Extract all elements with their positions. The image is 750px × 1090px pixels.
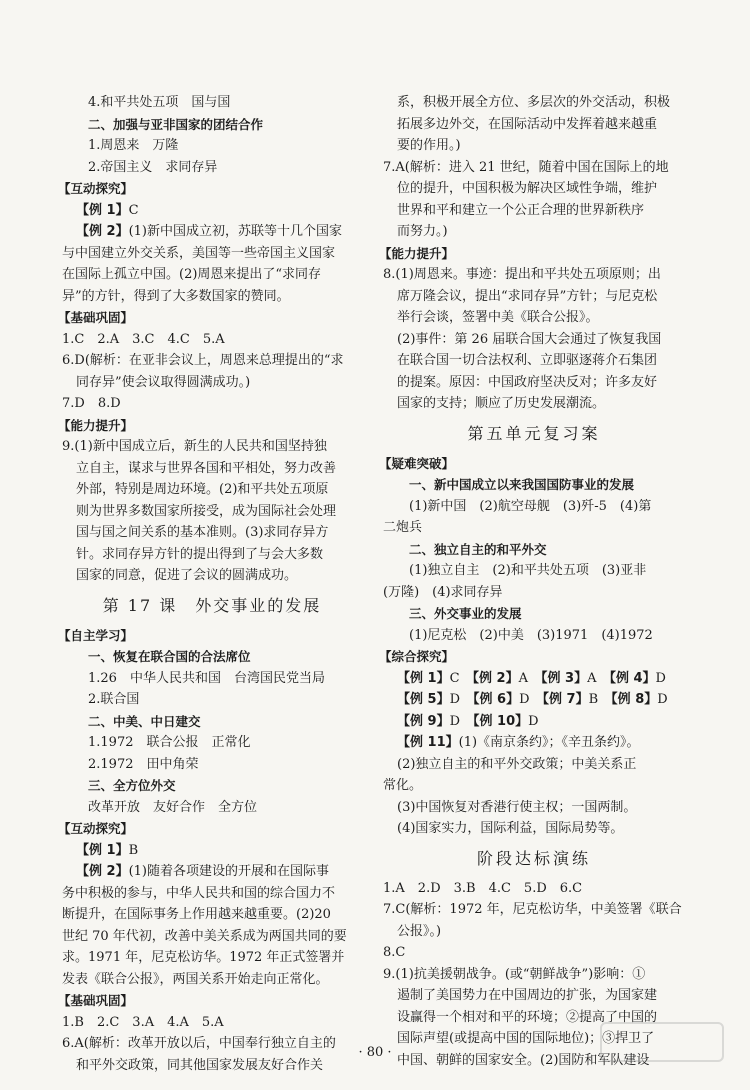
- text-line: 遏制了美国势力在中国周边的扩张，为国家建: [397, 988, 658, 1003]
- text-line: 设赢得一个相对和平的环境；②提高了中国的: [397, 1009, 658, 1025]
- text-line: 与中国建立外交关系，美国等一些帝国主义国家: [62, 245, 336, 261]
- text-line: 1.B 2.C 3.A 4.A 5.A: [62, 1014, 224, 1030]
- section-label: 【疑难突破】: [379, 455, 455, 471]
- text-line: 8.C: [383, 945, 406, 960]
- text-line: 公报》。): [397, 923, 442, 939]
- text-line: 【例 9】D 【例 10】D: [397, 713, 539, 729]
- text-line: 和平外交政策，同其他国家发展友好合作关: [76, 1057, 324, 1073]
- text-line: 【例 2】(1)新中国成立初，苏联等十几个国家: [76, 224, 342, 239]
- text-line: 6.D(解析：在亚非会议上，周恩来总理提出的“求: [62, 353, 344, 368]
- text-line: 2.帝国主义 求同存异: [88, 159, 218, 175]
- text-line: 改革开放 友好合作 全方位: [88, 799, 258, 815]
- text-line: 6.A(解析：改革开放以后，中国奉行独立自主的: [62, 1036, 336, 1051]
- text-line: 1.A 2.D 3.B 4.C 5.D 6.C: [383, 880, 583, 896]
- text-line: 2.联合国: [88, 692, 140, 707]
- subsection-title: 二、加强与亚非国家的团结合作: [88, 116, 264, 132]
- page-number: · 80 ·: [358, 1045, 392, 1060]
- text-line: 9.(1)新中国成立后，新生的人民共和国坚持独: [62, 439, 327, 454]
- text-line: 【例 1】C 【例 2】A 【例 3】A 【例 4】D: [397, 670, 666, 686]
- text-line: 1.1972 联合公报 正常化: [88, 735, 251, 750]
- section-label: 【互动探究】: [58, 821, 134, 836]
- text-line: 断提升，在国际事务上作用越来越重要。(2)20: [62, 907, 331, 922]
- text-line: 拓展多边外交，在国际活动中发挥着越来越重: [397, 116, 658, 132]
- text-line: 2.1972 田中角荣: [88, 756, 199, 772]
- text-line: 国与国之间关系的基本准则。(3)求同存异方: [76, 525, 329, 540]
- text-line: 1.周恩来 万隆: [88, 138, 179, 153]
- section-heading: 第五单元复习案: [467, 423, 601, 443]
- text-line: 8.(1)周恩来。事迹：提出和平共处五项原则；出: [383, 267, 661, 282]
- text-line: 常化。: [383, 778, 423, 793]
- text-line: 求。1971 年，尼克松访华。1972 年正式签署并: [62, 950, 345, 965]
- subsection-title: 三、外交事业的发展: [409, 606, 522, 621]
- text-line: 务中积极的参与，中华人民共和国的综合国力不: [62, 885, 336, 901]
- text-line: (2)事件：第 26 届联合国大会通过了恢复我国: [397, 331, 662, 347]
- text-line: 同存异”使会议取得圆满成功。): [76, 374, 251, 390]
- text-line: 席万隆会议，提出“求同存异”方针；与尼克松: [397, 288, 658, 304]
- text-line: 【例 2】(1)随着各项建设的开展和在国际事: [76, 864, 329, 879]
- text-line: (1)尼克松 (2)中美 (3)1971 (4)1972: [409, 627, 653, 643]
- text-line: 位的提升，中国积极为解决区域性争端，维护: [397, 181, 658, 196]
- text-line: 要的作用。): [397, 138, 461, 153]
- section-label: 【能力提升】: [58, 417, 134, 433]
- text-line: 1.26 中华人民共和国 台湾国民党当局: [88, 670, 325, 686]
- right-column: [379, 92, 685, 1071]
- text-line: (万隆) (4)求同存异: [383, 584, 503, 600]
- text-line: 异”的方针，得到了大多数国家的赞同。: [62, 288, 290, 304]
- text-line: (1)独立自主 (2)和平共处五项 (3)亚非: [409, 563, 647, 578]
- text-line: (2)独立自主的和平外交政策；中美关系正: [397, 756, 637, 772]
- text-line: 的提案。原因：中国政府坚决反对；许多友好: [397, 374, 658, 390]
- text-line: 7.C(解析：1972 年，尼克松访华，中美签署《联合: [383, 902, 682, 917]
- section-label: 【互动探究】: [58, 181, 134, 196]
- text-line: 发表《联合公报》，两国关系开始走向正常化。: [62, 971, 329, 987]
- text-line: 世纪 70 年代初，改善中美关系成为两国共同的要: [62, 928, 347, 944]
- subsection-title: 一、新中国成立以来我国国防事业的发展: [409, 477, 635, 492]
- text-line: (3)中国恢复对香港行使主权；一国两制。: [397, 799, 637, 815]
- text-line: 举行会谈，签署中美《联合公报》。: [397, 310, 599, 325]
- text-line: 国家的支持；顺应了历史发展潮流。: [397, 396, 606, 411]
- text-line: 在联合国一切合法权利、立即驱逐蒋介石集团: [397, 353, 658, 368]
- text-line: 国家的同意，促进了会议的圆满成功。: [76, 568, 298, 583]
- section-label: 【综合探究】: [379, 649, 455, 664]
- text-line: 4.和平共处五项 国与国: [88, 95, 231, 110]
- text-line: 而努力。): [397, 224, 448, 239]
- subsection-title: 二、中美、中日建交: [88, 713, 201, 729]
- section-label: 【能力提升】: [379, 245, 455, 261]
- section-label: 【基础巩固】: [58, 310, 134, 325]
- section-label: 【基础巩固】: [58, 993, 134, 1008]
- text-line: 1.C 2.A 3.C 4.C 5.A: [62, 331, 225, 347]
- text-line: 二炮兵: [383, 520, 423, 535]
- section-label: 【自主学习】: [58, 627, 134, 643]
- text-line: 7.D 8.D: [62, 396, 121, 411]
- text-line: 国际声望(或提高中国的国际地位)；③捍卫了: [397, 1031, 655, 1046]
- text-line: 7.A(解析：进入 21 世纪，随着中国在国际上的地: [383, 159, 669, 175]
- text-line: 【例 11】(1)《南京条约》；《辛丑条约》。: [397, 735, 640, 750]
- text-line: 【例 1】C: [76, 202, 139, 218]
- text-line: 系，积极开展全方位、多层次的外交活动，积极: [397, 95, 671, 110]
- left-column: [58, 92, 362, 1076]
- text-line: 【例 1】B: [76, 842, 139, 858]
- text-line: 外部，特别是周边环境。(2)和平共处五项原: [76, 482, 329, 497]
- section-heading: 第 17 课 外交事业的发展: [102, 595, 322, 615]
- text-line: 立自主，谋求与世界各国和平相处，努力改善: [76, 460, 337, 476]
- text-line: (1)新中国 (2)航空母舰 (3)歼-5 (4)第: [409, 498, 652, 514]
- section-heading: 阶段达标演练: [476, 848, 591, 868]
- text-line: 则为世界多数国家所接受，成为国际社会处理: [76, 503, 337, 519]
- text-line: 世界和平和建立一个公正合理的世界新秩序: [397, 202, 645, 218]
- text-line: 9.(1)抗美援朝战争。(或“朝鲜战争”)影响：①: [383, 966, 646, 982]
- subsection-title: 三、全方位外交: [88, 778, 176, 793]
- text-line: 针。求同存异方针的提出得到了与会大多数: [76, 546, 324, 562]
- text-line: (4)国家实力，国际利益，国际局势等。: [397, 821, 624, 836]
- text-line: 中国、朝鲜的国家安全。(2)国防和军队建设: [397, 1052, 650, 1068]
- subsection-title: 二、独立自主的和平外交: [409, 541, 547, 557]
- subsection-title: 一、恢复在联合国的合法席位: [88, 649, 251, 664]
- text-line: 在国际上孤立中国。(2)周恩来提出了“求同存: [62, 267, 322, 282]
- text-line: 【例 5】D 【例 6】D 【例 7】B 【例 8】D: [397, 692, 668, 707]
